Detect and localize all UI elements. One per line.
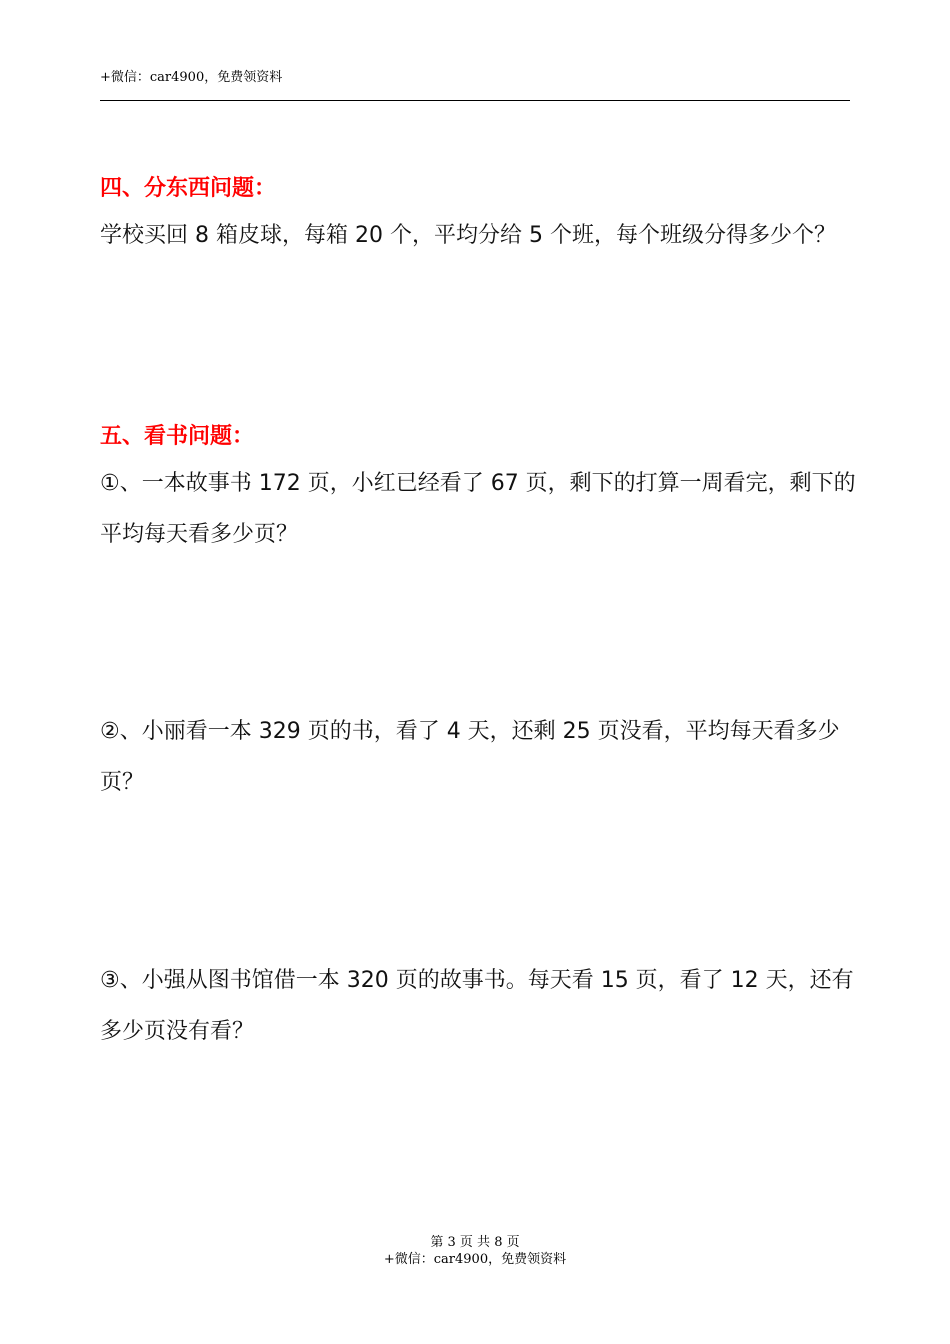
section-5-question-2: ②、小丽看一本 329 页的书，看了 4 天，还剩 25 页没看，平均每天看多少页？: [100, 719, 840, 795]
section-5-title: 五、看书问题：: [100, 424, 255, 449]
section-5-question-1: ①、一本故事书 172 页，小红已经看了 67 页，剩下的打算一周看完，剩下的平均每天看多少页？: [100, 471, 856, 547]
section-5-question-3: ③、小强从图书馆借一本 320 页的故事书。每天看 15 页，看了 12 天，还有多少页没有看？: [100, 968, 854, 1044]
page-number: 第 3 页 共 8 页: [430, 1235, 520, 1250]
footer-contact-text: +微信：car4900，免费领资料: [383, 1252, 567, 1267]
header-divider: [100, 100, 850, 101]
section-4-title: 四、分东西问题：: [100, 176, 277, 201]
header-contact-text: +微信：car4900，免费领资料: [100, 70, 283, 85]
section-4-question: 学校买回 8 箱皮球，每箱 20 个，平均分给 5 个班，每个班级分得多少个？: [100, 223, 836, 248]
